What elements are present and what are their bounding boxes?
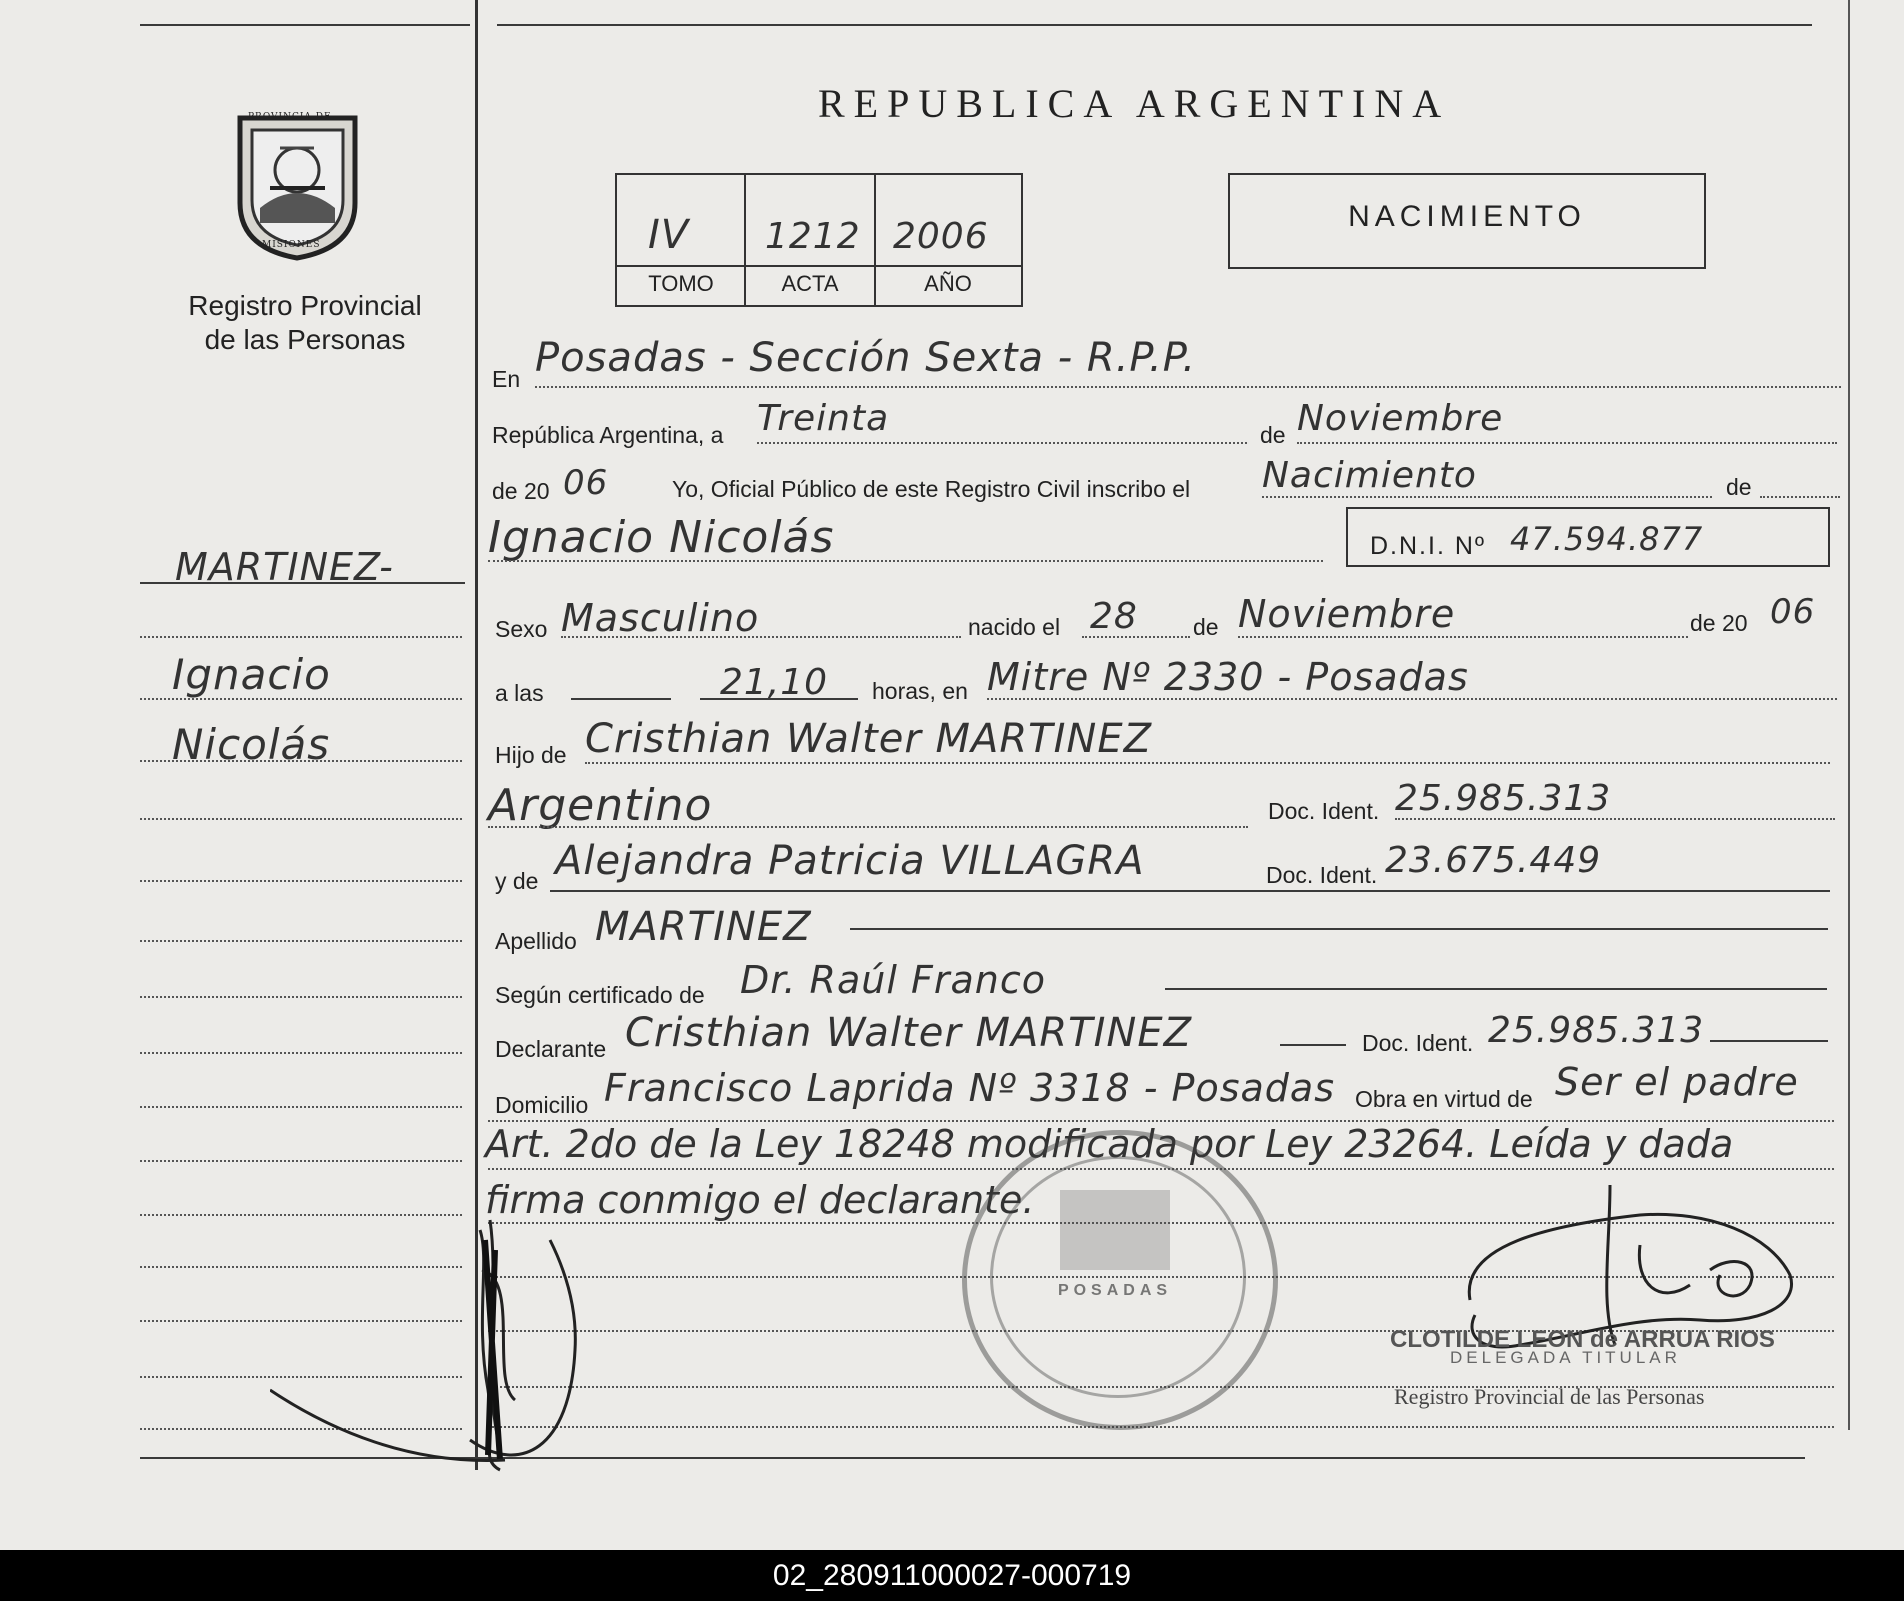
label-obra-virtud: Obra en virtud de [1355,1086,1533,1112]
round-stamp-center: POSADAS [1057,1282,1173,1299]
fill-line [1238,636,1688,638]
note-line-2: firma conmigo el declarante. [485,1178,1035,1222]
label-declarante: Declarante [495,1036,607,1062]
tomo-label: TOMO [648,271,714,296]
fill-line [1280,1044,1346,1046]
official-name: CLOTILDE LEON de ARRUA RIOS [1390,1326,1775,1353]
official-office: Registro Provincial de las Personas [1394,1384,1705,1409]
fill-line [585,762,1830,764]
fill-line [488,1120,1834,1122]
fill-line [700,698,858,700]
value-dia-nac: 28 [1090,596,1138,637]
label-en: En [492,366,521,392]
value-anio-inscripcion: 06 [563,463,609,503]
margin-dotted-line [140,880,462,882]
label-domicilio: Domicilio [495,1092,589,1118]
label-apellido: Apellido [495,928,577,954]
value-obra-virtud: Ser el padre [1555,1060,1799,1104]
signature-tail-icon [270,1380,510,1470]
value-acto: Nacimiento [1262,455,1477,496]
value-certificado: Dr. Raúl Franco [740,958,1046,1002]
label-dni: D.N.I. Nº [1370,532,1487,560]
label-de: de [1260,422,1286,448]
official-role: DELEGADA TITULAR [1450,1348,1681,1367]
registry-name-line1: Registro Provincial [188,290,422,321]
fill-line [1395,818,1835,820]
fill-line [1165,988,1827,990]
file-id-caption: 02_280911000027-000719 [0,1550,1904,1601]
seal-bottom-text: MISIONES [262,240,321,250]
seal-top-text: PROVINCIA DE [248,112,332,122]
margin-dotted-line [140,1052,462,1054]
fill-line [550,890,1830,892]
country-title: REPUBLICA ARGENTINA [818,81,1451,126]
label-nacido-el: nacido el [968,614,1061,640]
label-republica: República Argentina, a [492,422,724,448]
fill-line [1082,636,1190,638]
margin-surname: MARTINEZ- [175,545,394,589]
margin-name-2: Nicolás [172,720,331,769]
margin-dotted-line [140,996,462,998]
value-mes-inscripcion: Noviembre [1297,398,1504,439]
label-sexo: Sexo [495,616,548,642]
fill-line [488,1426,1834,1428]
value-apellido: MARTINEZ [595,904,812,950]
tomo-value: IV [648,212,690,258]
fill-line [561,636,961,638]
record-type: NACIMIENTO [1348,200,1586,233]
fill-line [987,698,1837,700]
margin-name-1: Ignacio [172,650,331,699]
fill-line [1262,496,1712,498]
label-de: de [1193,614,1219,640]
value-anio-nac: 06 [1770,592,1816,632]
label-doc-ident: Doc. Ident. [1362,1030,1474,1056]
anio-value: 2006 [893,216,989,257]
margin-dotted-line [140,636,462,638]
margin-dotted-line [140,1266,462,1268]
label-doc-ident: Doc. Ident. [1266,862,1378,888]
value-lugar: Posadas - Sección Sexta - R.P.P. [535,335,1197,381]
margin-dotted-line [140,698,462,700]
margin-dotted-line [140,818,462,820]
value-dni: 47.594.877 [1510,520,1704,558]
fill-line [1297,442,1837,444]
margin-dotted-line [140,1106,462,1108]
label-a-las: a las [495,680,544,706]
value-sexo: Masculino [561,596,760,640]
note-line-1: Art. 2do de la Ley 18248 modificada por Ley 23264. Leída y dada [485,1122,1734,1166]
fill-line [571,698,671,700]
label-doc-ident: Doc. Ident. [1268,798,1380,824]
fill-line [1710,1040,1828,1042]
margin-surname-rule [140,582,465,584]
value-mes-nac: Noviembre [1238,592,1456,636]
value-nombre: Ignacio Nicolás [488,512,835,563]
fill-line [850,928,1828,930]
value-declarante-doc: 25.985.313 [1488,1010,1705,1051]
label-de: de [1726,474,1752,500]
margin-dotted-line [140,1214,462,1216]
margin-dotted-line [140,1320,462,1322]
top-rule-right [497,24,1812,26]
fill-line [757,442,1247,444]
stamp-emblem-icon [1060,1190,1170,1270]
value-declarante: Cristhian Walter MARTINEZ [625,1010,1192,1056]
anio-label: AÑO [924,271,972,296]
top-rule-left [140,24,470,26]
value-madre: Alejandra Patricia VILLAGRA [555,838,1145,884]
fill-line [488,826,1248,828]
label-segun-cert: Según certificado de [495,982,705,1008]
fill-line [488,560,1323,562]
margin-dotted-line [140,1376,462,1378]
margin-dotted-line [140,940,462,942]
margin-dotted-line [140,1160,462,1162]
value-padre-nac: Argentino [488,780,713,831]
fill-line [1760,496,1840,498]
registry-name-line2: de las Personas [204,324,406,355]
fill-line [535,386,1841,388]
value-dia-letras: Treinta [757,398,890,439]
label-horas-en: horas, en [872,678,968,704]
value-domicilio: Francisco Laprida Nº 3318 - Posadas [604,1066,1336,1110]
label-de20: de 20 [492,478,550,504]
value-lugar-nac: Mitre Nº 2330 - Posadas [987,655,1469,699]
right-edge-rule [1848,0,1850,1430]
value-madre-doc: 23.675.449 [1385,840,1602,881]
value-padre: Cristhian Walter MARTINEZ [585,716,1152,762]
value-padre-doc: 25.985.313 [1395,778,1612,819]
acta-value: 1212 [765,216,861,257]
table-divider [615,265,1021,267]
label-y-de: y de [495,868,539,894]
label-hijo-de: Hijo de [495,742,567,768]
label-yo-oficial: Yo, Oficial Público de este Registro Civil inscribo el [672,476,1191,502]
margin-dotted-line [140,760,462,762]
value-hora: 21,10 [720,662,829,703]
acta-label: ACTA [781,271,839,296]
label-de20: de 20 [1690,610,1748,636]
